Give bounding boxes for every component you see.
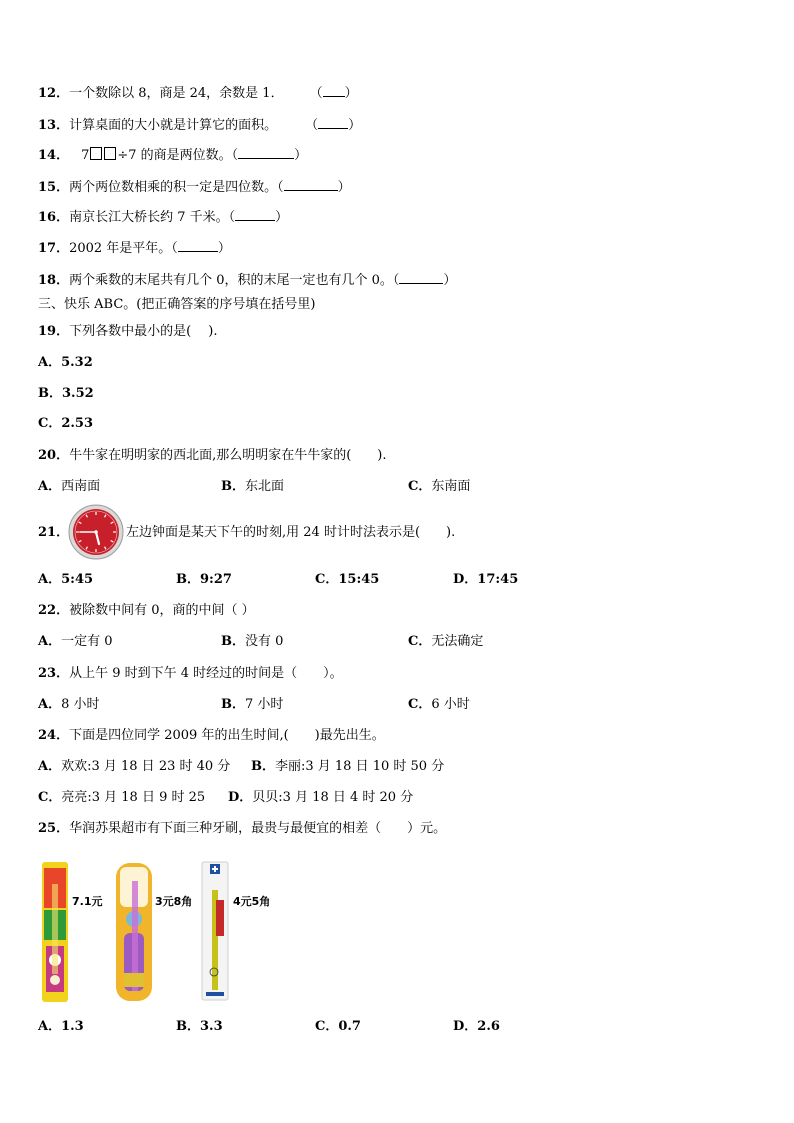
question-text: 牛牛家在明明家的西北面,那么明明家在牛牛家的( ). (69, 448, 387, 463)
question-text: ÷7 的商是两位数。（ (117, 148, 239, 163)
question-15 (38, 178, 351, 196)
question-12 (38, 84, 358, 102)
price-label: 4元5角 (233, 895, 271, 908)
question-number: 12． (38, 86, 70, 101)
box-blank (90, 147, 102, 160)
option-a[interactable]: A．西南面 (38, 479, 101, 494)
question-text: 左边钟面是某天下午的时刻,用 24 时计时法表示是( ). (126, 525, 456, 540)
question-number: 25． (38, 821, 70, 836)
paren-right: ） (337, 180, 351, 195)
toothbrush-orange-icon (114, 861, 154, 1003)
question-21 (126, 525, 455, 541)
paren-right: ） (217, 241, 231, 256)
answer-blank[interactable] (318, 116, 348, 129)
question-text: 下列各数中最小的是( ). (69, 324, 218, 339)
toothbrush-white-icon (200, 860, 230, 1002)
digit-7: 7 (81, 148, 90, 163)
option-c[interactable]: C．15:45 (315, 572, 380, 587)
option-c[interactable]: C．2.53 (38, 416, 94, 431)
question-20 (38, 448, 387, 464)
price-label: 7.1元 (72, 895, 103, 908)
question-24 (38, 728, 385, 744)
question-number: 21． (38, 525, 70, 540)
answer-blank[interactable] (399, 271, 443, 284)
question-number: 17． (38, 241, 70, 256)
question-text: 2002 年是平年。（ (69, 241, 178, 256)
question-number: 15． (38, 180, 70, 195)
question-number: 16． (38, 210, 70, 225)
paren-right: ） (294, 148, 308, 163)
answer-blank[interactable] (284, 178, 338, 191)
section-heading: 三、快乐 ABC。(把正确答案的序号填在括号里) (38, 297, 316, 312)
paren-right: ） (344, 86, 358, 101)
question-number: 13． (38, 118, 70, 133)
option-a[interactable]: A．1.3 (38, 1019, 84, 1034)
option-c[interactable]: C．亮亮:3 月 18 日 9 时 25 (38, 790, 206, 805)
clock-icon (68, 504, 124, 560)
question-text: 南京长江大桥长约 7 千米。（ (69, 210, 236, 225)
option-b[interactable]: B．3.52 (38, 386, 94, 401)
paren-right: ） (275, 210, 289, 225)
question-text: 两个乘数的末尾共有几个 0，积的末尾一定也有几个 0。（ (69, 273, 400, 288)
answer-blank[interactable] (235, 208, 275, 221)
question-14 (38, 146, 307, 164)
option-c[interactable]: C．0.7 (315, 1019, 361, 1034)
question-number: 24． (38, 728, 70, 743)
question-17 (38, 239, 231, 257)
option-a[interactable]: A．欢欢:3 月 18 日 23 时 40 分 (38, 759, 231, 774)
option-a[interactable]: A．5.32 (38, 355, 93, 370)
question-21-number (38, 525, 69, 541)
paren-left: （ (305, 118, 319, 133)
question-13 (38, 116, 361, 134)
option-b[interactable]: B．7 小时 (221, 697, 284, 712)
option-c[interactable]: C．无法确定 (408, 634, 484, 649)
option-a[interactable]: A．8 小时 (38, 697, 100, 712)
question-number: 14． (38, 148, 70, 163)
option-a[interactable]: A．一定有 0 (38, 634, 113, 649)
option-b[interactable]: B．李丽:3 月 18 日 10 时 50 分 (251, 759, 445, 774)
option-b[interactable]: B．9:27 (176, 572, 232, 587)
answer-blank[interactable] (178, 239, 218, 252)
option-d[interactable]: D．贝贝:3 月 18 日 4 时 20 分 (228, 790, 414, 805)
question-18 (38, 271, 456, 289)
toothbrush-yellow-icon (38, 860, 72, 1004)
paren-right: ） (348, 118, 362, 133)
box-blank (104, 147, 116, 160)
option-b[interactable]: B．东北面 (221, 479, 285, 494)
question-16 (38, 208, 288, 226)
option-b[interactable]: B．3.3 (176, 1019, 223, 1034)
option-c[interactable]: C．东南面 (408, 479, 471, 494)
question-number: 19． (38, 324, 70, 339)
option-a[interactable]: A．5:45 (38, 572, 94, 587)
option-c[interactable]: C．6 小时 (408, 697, 470, 712)
question-number: 18． (38, 273, 70, 288)
question-text: 下面是四位同学 2009 年的出生时间,( )最先出生。 (69, 728, 385, 743)
question-text: 一个数除以 8，商是 24，余数是 1． (69, 86, 284, 101)
question-number: 20． (38, 448, 70, 463)
option-b[interactable]: B．没有 0 (221, 634, 284, 649)
question-text: 从上午 9 时到下午 4 时经过的时间是（ ）。 (69, 666, 343, 681)
question-text: 被除数中间有 0，商的中间（ ） (69, 603, 255, 618)
question-text: 两个两位数相乘的积一定是四位数。（ (69, 180, 284, 195)
answer-blank[interactable] (323, 84, 345, 97)
answer-blank[interactable] (238, 146, 294, 159)
question-19 (38, 324, 218, 340)
paren-right: ） (443, 273, 457, 288)
question-23 (38, 666, 343, 682)
question-text: 计算桌面的大小就是计算它的面积。 (69, 118, 278, 133)
question-25 (38, 821, 446, 837)
option-d[interactable]: D．2.6 (453, 1019, 500, 1034)
question-number: 22． (38, 603, 70, 618)
question-22 (38, 603, 255, 619)
question-text: 华润苏果超市有下面三种牙刷，最贵与最便宜的相差（ ）元。 (69, 821, 447, 836)
question-number: 23． (38, 666, 70, 681)
option-d[interactable]: D．17:45 (453, 572, 519, 587)
price-label: 3元8角 (155, 895, 193, 908)
paren-left: （ (309, 86, 323, 101)
